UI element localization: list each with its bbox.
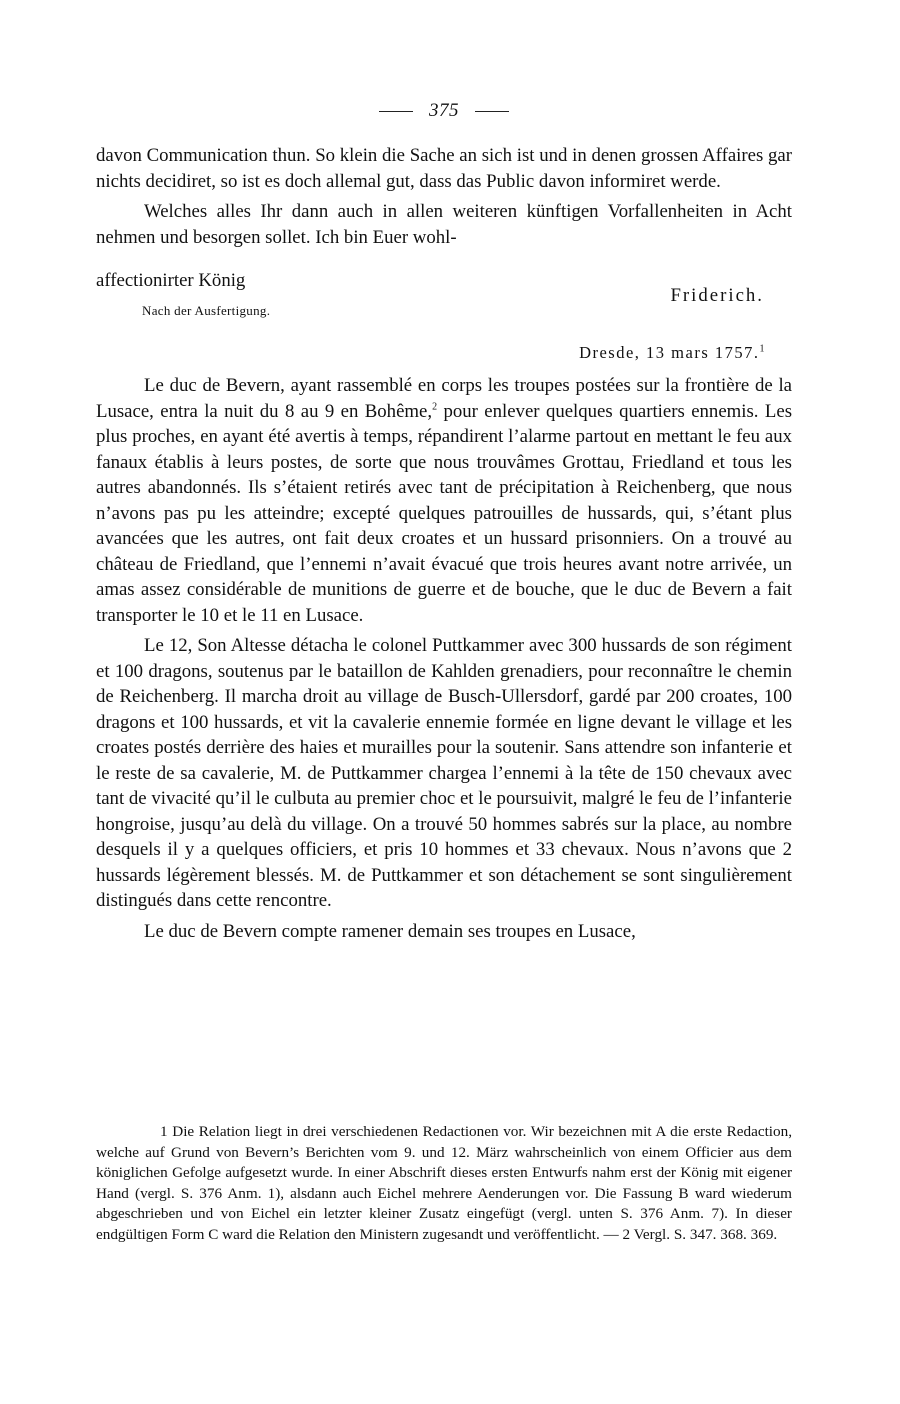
letter-paragraph-1: davon Communication thun. So klein die Sache an sich ist und in denen grossen Affaires gar nichts decidiret, so ist es doch allemal gut, dass das Public davon informiret werde. xyxy=(96,145,792,192)
page-number: 375 xyxy=(429,100,459,121)
relation-paragraph-1-a: Le duc de Bevern, ayant rassemblé en corps les troupes postées sur la frontière de la Lusace, entra la nuit du 8 au 9 en Bohême, xyxy=(96,375,792,422)
letter-paragraph-2: Welches alles Ihr dann auch in allen weiteren künftigen Vorfallenheiten in Acht nehmen und besorgen sollet. Ich bin Euer wohl- xyxy=(96,201,792,248)
relation-body xyxy=(96,373,792,944)
relation-paragraph-3: Le duc de Bevern compte ramener demain ses troupes en Lusace, xyxy=(144,920,636,942)
footnote-ref-2: 2 xyxy=(432,401,438,413)
footnote-ref-1: 1 xyxy=(759,343,766,355)
footnote-text: 1 Die Relation liegt in drei verschiedenen Redactionen vor. Wir bezeichnen mit A die erste Redaction, welche auf Grund von Bevern’s Berichten vom 9. und 12. März wahrscheinlich von einem Officier aus dem königlichen Gefolge aufgesetzt wurde. In einer Abschrift dieses ersten Entwurfs nahm erst der König mit eigener Hand (vergl. S. 376 Anm. 1), alsdann auch Eichel mehrere Aenderungen vor. Die Fassung B ward wiederum abgeschrieben und von Eichel ein letzter kleiner Zusatz eingefügt (vergl. unten S. 376 Anm. 7). In dieser endgültigen Form C ward die Relation den Ministern zugesandt und veröffentlicht. — 2 Vergl. S. 347. 368. 369. xyxy=(96,1123,792,1243)
dateline-text: Dresde, 13 mars 1757. xyxy=(579,343,760,362)
letter-body xyxy=(96,143,792,250)
relation-paragraph-2: Le 12, Son Altesse détacha le colonel Puttkammer avec 300 hussards de son régiment et 100 dragons, soutenus par le bataillon de Kahlden grenadiers, pour reconnaître le chemin de Reichenberg. Il marcha droit au village de Busch-Ullersdorf, gardé par 200 croates, 100 dragons et 100 hussards, et vit la cavalerie ennemie formée en ligne devant le village et les croates postés derrière des haies et murailles pour la soutenir. Sans attendre son infanterie et le reste de sa cavalerie, M. de Puttkammer chargea l’ennemi à la tête de 150 chevaux avec tant de vivacité qu’il le culbuta au premier choc et le poursuivit, malgré le feu de l’infanterie hongroise, jusqu’au delà du village. On a trouvé 50 hommes sabrés sur la place, au nombre desquels il y a quelques officiers, et pris 10 hommes et 33 chevaux. Nous n’avons que 2 hussards légèrement blessés. M. de Puttkammer et son détachement se sont singulièrement distingués dans cette rencontre. xyxy=(96,635,792,911)
footnotes xyxy=(96,1122,792,1246)
header-dash-right xyxy=(475,111,509,112)
dateline xyxy=(579,343,766,363)
relation-paragraph-1 xyxy=(96,373,792,628)
page-header xyxy=(96,100,792,122)
letter-closing: affectionirter König xyxy=(96,270,246,291)
relation-paragraph-1-b: pour enlever quelques quartiers ennemis. Les plus proches, en ayant été avertis à temps, répandirent l’alarme partout en mettant le feu aux fanaux établis à leurs postes, de sorte que nous trouvâmes Grottau, Friedland et tous les autres abandonnés. Ils s’étaient retirés avec tant de précipitation à Reichenberg, que nous n’avons pas pu les atteindre; excepté quelques patrouilles de hussards, qui, s’étant plus avancées que les autres, ont fait deux croates et un hussard prisonniers. On a trouvé au château de Friedland, que l’ennemi n’avait évacué que trois heures avant notre arrivée, un amas assez considérable de munitions de guerre et de bouche, que le duc de Bevern a fait transporter le 10 et le 11 en Lusace. xyxy=(96,400,792,626)
source-note: Nach der Ausfertigung. xyxy=(142,303,271,318)
header-dash-left xyxy=(379,111,413,112)
letter-signature: Friderich. xyxy=(670,285,764,306)
